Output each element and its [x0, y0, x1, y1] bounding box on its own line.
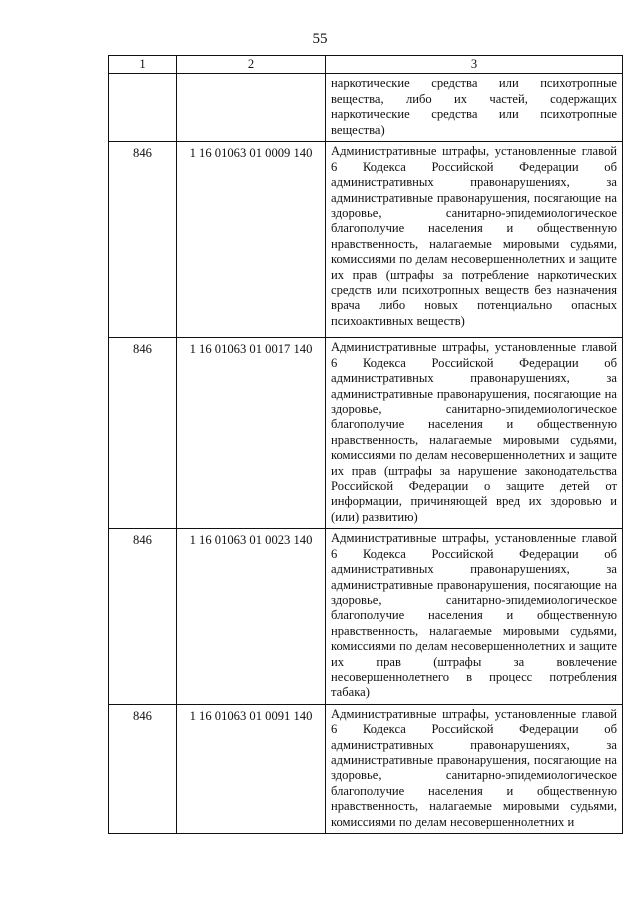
table-row-continuation — [109, 74, 623, 142]
table-row — [109, 142, 623, 338]
admin-code-cell: 846 — [109, 704, 177, 833]
table-row — [109, 704, 623, 833]
description-cell: Административные штрафы, установленные главой 6 Кодекса Российской Федерации об административных правонарушениях, за административные правонарушения, посягающие на здоровье, санитарно-эпидемиологическое благополучие населения и общественную нравственность, налагаемые мировыми судьями, комиссиями по делам несовершеннолетних и защите их прав (штрафы за вовлечение несовершеннолетнего в процесс потребления табака) — [326, 529, 623, 704]
budget-codes-table — [108, 55, 623, 834]
kbk-cell-empty — [177, 74, 326, 142]
description-cell: Административные штрафы, установленные главой 6 Кодекса Российской Федерации об административных правонарушениях, за административные правонарушения, посягающие на здоровье, санитарно-эпидемиологическое благополучие населения и общественную нравственность, налагаемые мировыми судьями, комиссиями по делам несовершеннолетних и — [326, 704, 623, 833]
column-header-1: 1 — [109, 56, 177, 74]
table-header-row — [109, 56, 623, 74]
table-row — [109, 338, 623, 529]
description-continuation: наркотические средства или психотропные вещества, либо их частей, содержащих наркотические средства или психотропные вещества) — [326, 74, 623, 142]
column-header-3: 3 — [326, 56, 623, 74]
description-cell: Административные штрафы, установленные главой 6 Кодекса Российской Федерации об административных правонарушениях, за административные правонарушения, посягающие на здоровье, санитарно-эпидемиологическое благополучие населения и общественную нравственность, налагаемые мировыми судьями, комиссиями по делам несовершеннолетних и защите их прав (штрафы за нарушение законодательства Российской Федерации о защите детей от информации, причиняющей вред их здоровью и (или) развитию) — [326, 338, 623, 529]
kbk-code-cell: 1 16 01063 01 0023 140 — [177, 529, 326, 704]
admin-code-cell-empty — [109, 74, 177, 142]
description-cell: Административные штрафы, установленные главой 6 Кодекса Российской Федерации об административных правонарушениях, за административные правонарушения, посягающие на здоровье, санитарно-эпидемиологическое благополучие населения и общественную нравственность, налагаемые мировыми судьями, комиссиями по делам несовершеннолетних и защите их прав (штрафы за потребление наркотических средств или психотропных веществ без назначения врача либо новых потенциально опасных психоактивных веществ) — [326, 142, 623, 338]
admin-code-cell: 846 — [109, 338, 177, 529]
kbk-code-cell: 1 16 01063 01 0009 140 — [177, 142, 326, 338]
admin-code-cell: 846 — [109, 529, 177, 704]
table-row — [109, 529, 623, 704]
kbk-code-cell: 1 16 01063 01 0091 140 — [177, 704, 326, 833]
kbk-code-cell: 1 16 01063 01 0017 140 — [177, 338, 326, 529]
page-number: 55 — [312, 31, 328, 47]
admin-code-cell: 846 — [109, 142, 177, 338]
column-header-2: 2 — [177, 56, 326, 74]
